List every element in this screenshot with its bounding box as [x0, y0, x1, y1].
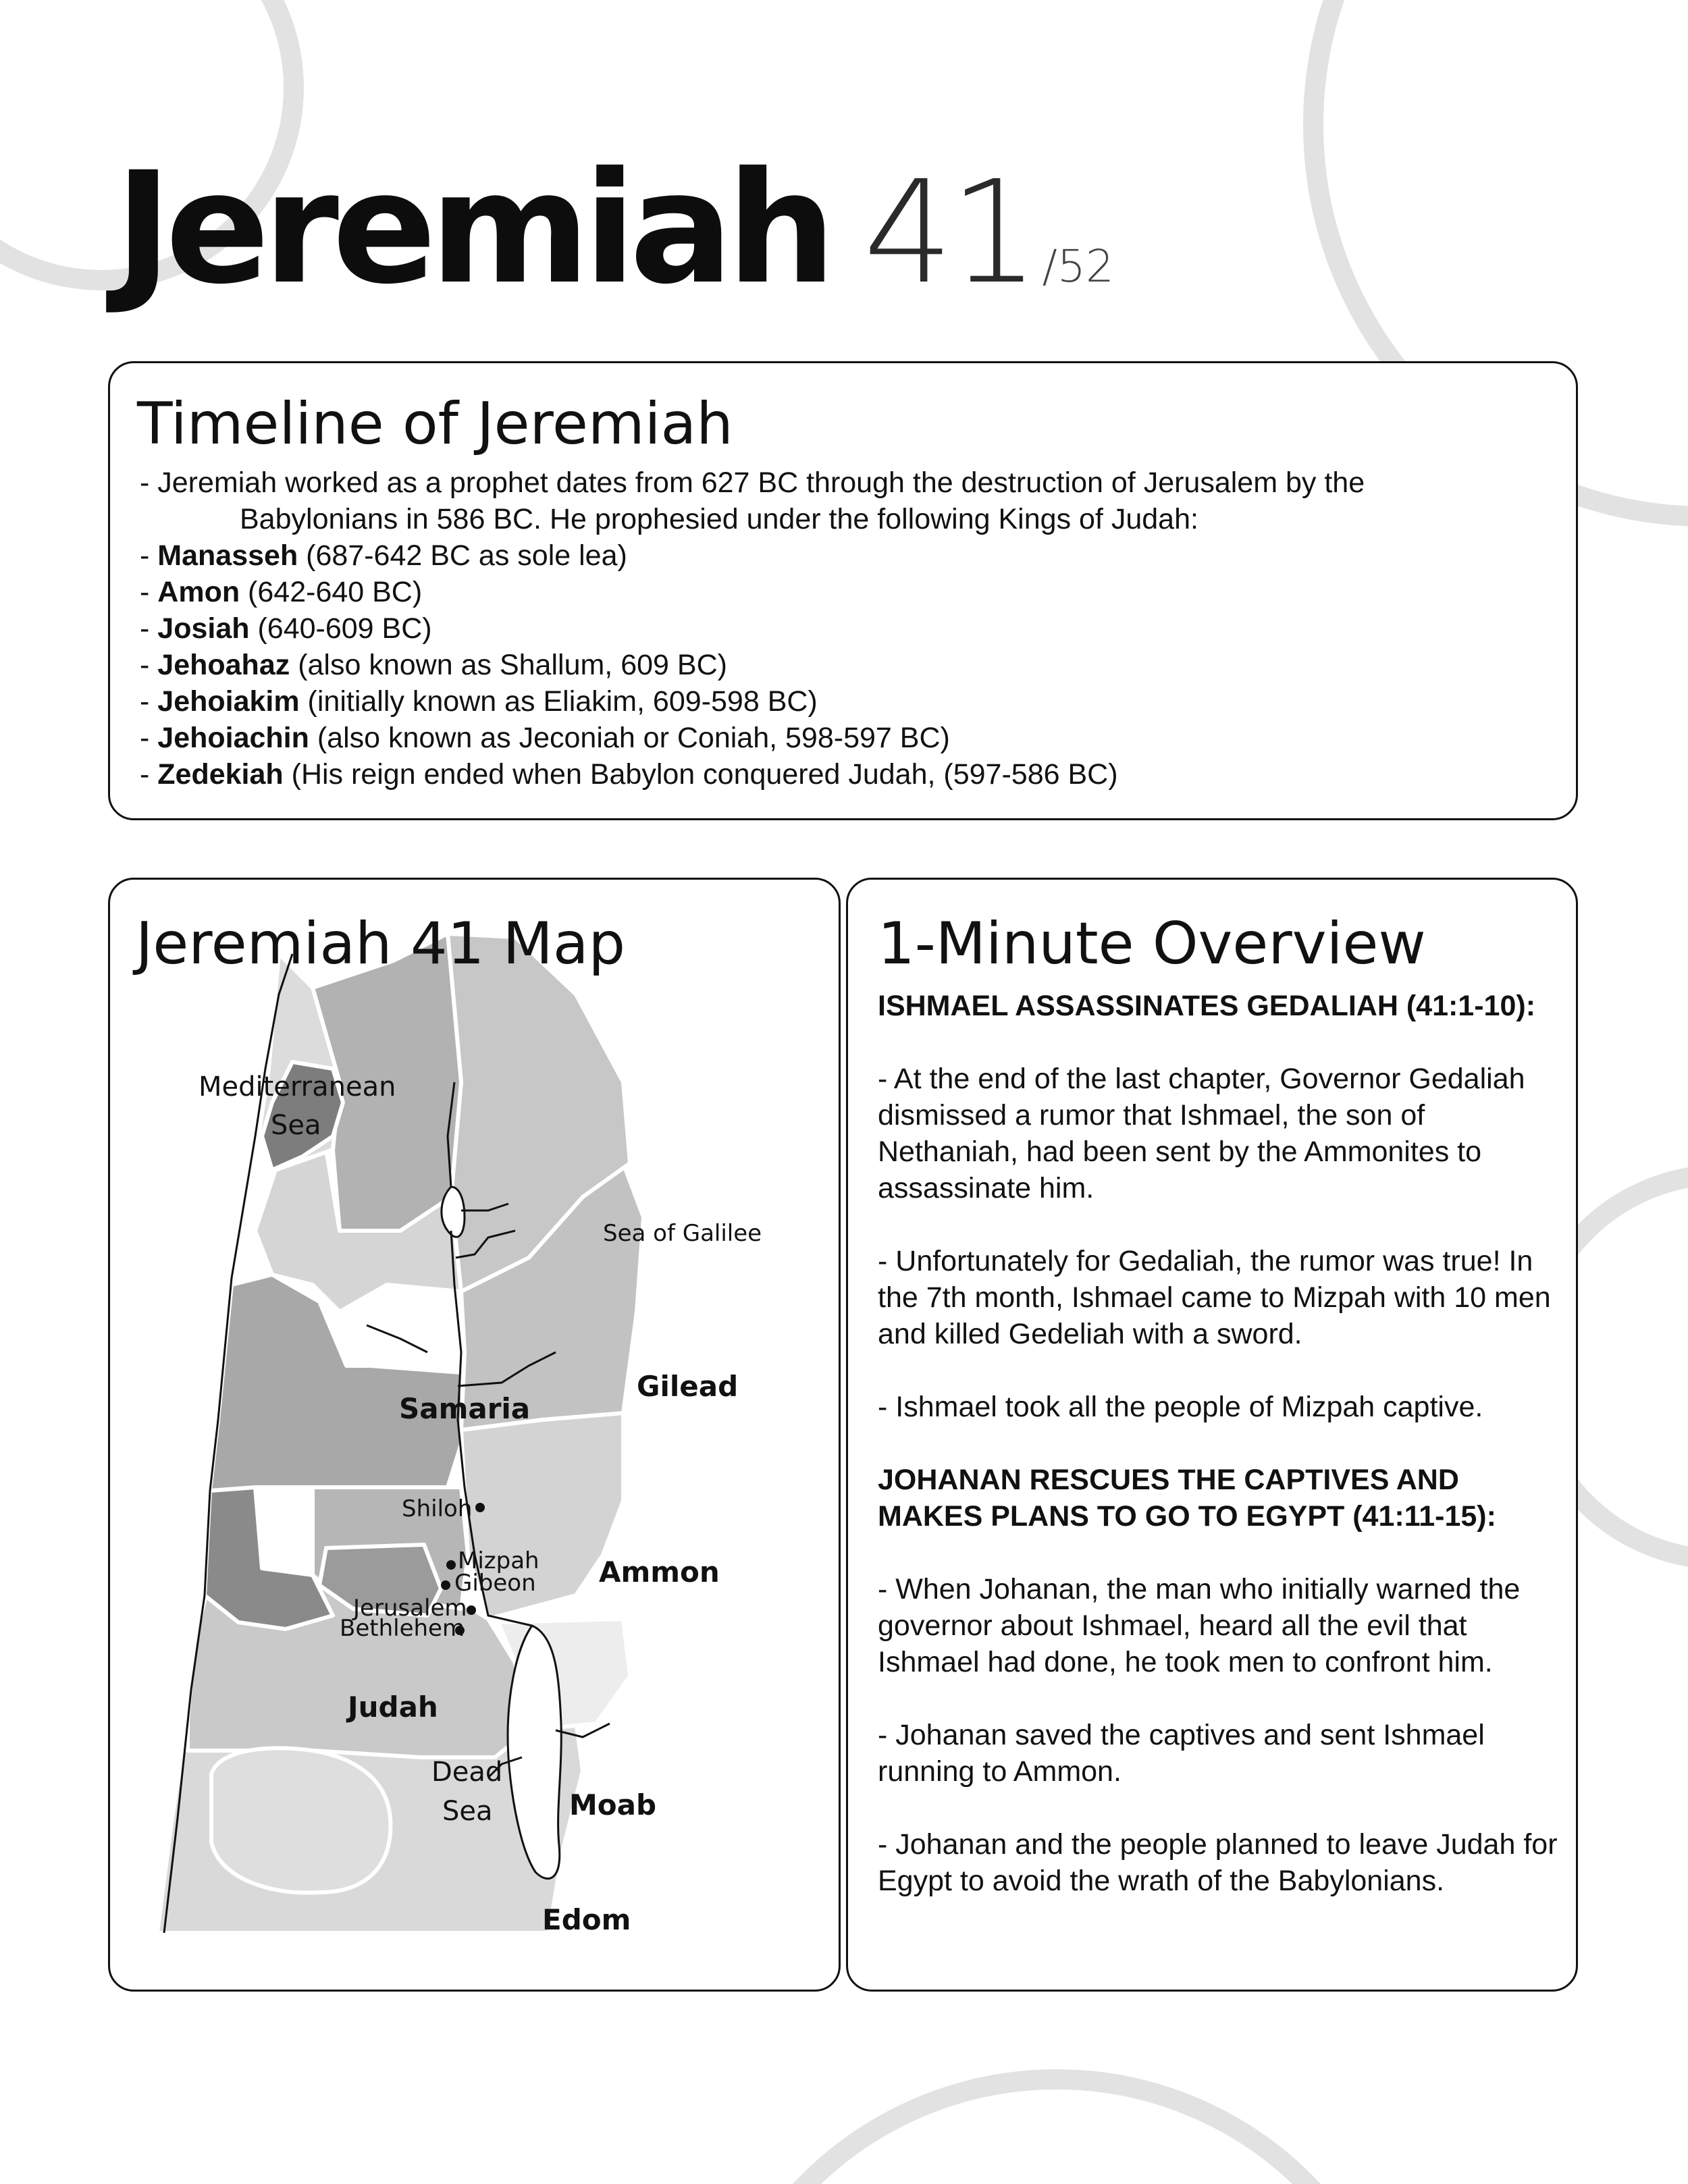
overview-paragraph: - Johanan saved the captives and sent Ishmael running to Ammon. — [878, 1719, 1485, 1788]
label-mizpah: Mizpah — [458, 1547, 539, 1574]
label-sea-of-galilee: Sea of Galilee — [603, 1220, 762, 1247]
chapter-number: 41 — [863, 150, 1036, 315]
king-detail: (642-640 BC) — [240, 576, 423, 608]
section-heading-continued: MAKES PLANS TO GO TO EGYPT (41:11-15): — [878, 1500, 1496, 1533]
king-name: Jehoiakim — [157, 685, 300, 718]
timeline-panel — [108, 361, 1578, 820]
overview-text — [878, 988, 1560, 1936]
label-moab: Moab — [569, 1788, 657, 1821]
king-detail: (also known as Jeconiah or Coniah, 598-597 BC) — [309, 722, 950, 754]
dot-gibeon — [441, 1580, 450, 1590]
label-dead-sea: Sea — [442, 1796, 493, 1827]
king-name: Jehoahaz — [157, 649, 290, 681]
label-ammon: Ammon — [599, 1555, 720, 1589]
label-edom: Edom — [542, 1903, 631, 1936]
label-gilead: Gilead — [637, 1370, 739, 1403]
dot-mizpah — [446, 1560, 456, 1570]
overview-paragraph: - Johanan and the people planned to leave Judah for Egypt to avoid the wrath of the Babylonians. — [878, 1828, 1558, 1897]
dot-shiloh — [475, 1503, 485, 1512]
overview-paragraph: - At the end of the last chapter, Governor Gedaliah dismissed a rumor that Ishmael, the son of Nethaniah, had been sent by the Ammonites to assassinate him. — [878, 1063, 1525, 1204]
king-detail: (640-609 BC) — [249, 612, 432, 645]
label-bethlehem: Bethlehem — [340, 1615, 465, 1642]
chapter-total: /52 — [1042, 240, 1114, 292]
king-detail: (687-642 BC as sole lea) — [298, 539, 627, 572]
label-jerusalem: Jerusalem — [353, 1595, 467, 1622]
king-detail: (initially known as Eliakim, 609-598 BC) — [299, 685, 818, 718]
label-gibeon: Gibeon — [454, 1570, 536, 1597]
king-item: - Jehoahaz (also known as Shallum, 609 BC) — [140, 649, 727, 681]
king-name: Amon — [157, 576, 240, 608]
timeline-list — [140, 464, 1365, 793]
overview-title: 1-Minute Overview — [878, 910, 1426, 978]
king-item: - Jehoiakim (initially known as Eliakim, 609-598 BC) — [140, 685, 818, 718]
region-negev — [211, 1748, 390, 1892]
page-title — [115, 138, 1114, 318]
deco-circle-bottom — [706, 2079, 1408, 2184]
king-item: - Amon (642-640 BC) — [140, 576, 423, 608]
king-name: Josiah — [157, 612, 250, 645]
map-title: Jeremiah 41 Map — [136, 910, 626, 978]
king-detail: (also known as Shallum, 609 BC) — [290, 649, 727, 681]
overview-paragraph: - Unfortunately for Gedaliah, the rumor was true! In the 7th month, Ishmael came to Mizpah with 10 men and killed Gedeliah with a sword. — [878, 1245, 1551, 1350]
king-detail: (His reign ended when Babylon conquered Judah, (597-586 BC) — [283, 758, 1118, 791]
label-samaria: Samaria — [399, 1392, 531, 1425]
king-item: - Jehoiachin (also known as Jeconiah or Coniah, 598-597 BC) — [140, 722, 950, 754]
book-name: Jeremiah — [115, 138, 830, 318]
section-heading: ISHMAEL ASSASSINATES GEDALIAH (41:1-10): — [878, 990, 1536, 1022]
king-item: - Josiah (640-609 BC) — [140, 612, 432, 645]
label-dead: Dead — [431, 1757, 503, 1788]
overview-paragraph: - Ishmael took all the people of Mizpah captive. — [878, 1391, 1483, 1423]
section-heading: JOHANAN RESCUES THE CAPTIVES AND — [878, 1464, 1459, 1496]
region-map — [110, 880, 839, 1990]
label-shiloh: Shiloh — [402, 1495, 473, 1522]
timeline-intro: - Jeremiah worked as a prophet dates from 627 BC through the destruction of Jerusalem by the — [140, 467, 1365, 499]
timeline-title: Timeline of Jeremiah — [137, 390, 733, 458]
label-mediterranean-sea: Sea — [271, 1110, 321, 1141]
map-panel — [108, 878, 841, 1992]
king-item: - Zedekiah (His reign ended when Babylon conquered Judah, (597-586 BC) — [140, 758, 1118, 791]
label-judah: Judah — [348, 1690, 438, 1724]
timeline-intro-continued: Babylonians in 586 BC. He prophesied under the following Kings of Judah: — [240, 503, 1198, 535]
tributary-wadi — [367, 1325, 427, 1352]
king-name: Manasseh — [157, 539, 298, 572]
king-name: Zedekiah — [157, 758, 284, 791]
overview-paragraph: - When Johanan, the man who initially warned the governor about Ishmael, heard all the evil that Ishmael had done, he took men to confront him. — [878, 1573, 1521, 1678]
king-item: - Manasseh (687-642 BC as sole lea) — [140, 539, 627, 572]
king-name: Jehoiachin — [157, 722, 309, 754]
dot-jerusalem — [467, 1605, 476, 1615]
overview-panel — [846, 878, 1578, 1992]
label-mediterranean: Mediterranean — [199, 1071, 396, 1102]
